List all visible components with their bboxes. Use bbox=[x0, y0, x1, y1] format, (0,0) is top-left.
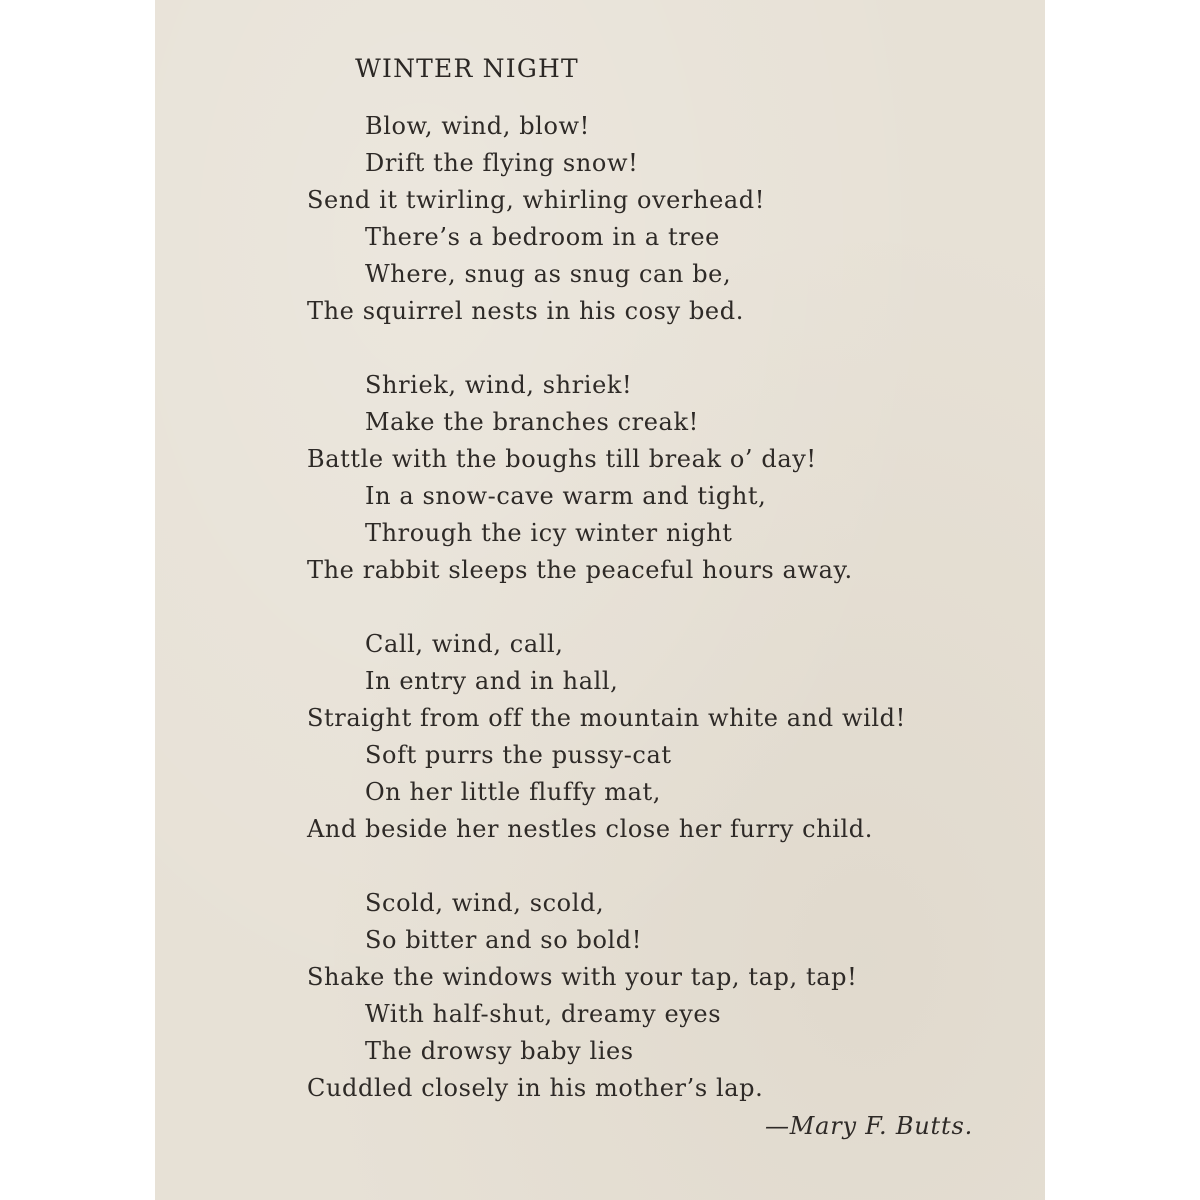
poem-line: There’s a bedroom in a tree bbox=[365, 223, 720, 251]
poem-line: In a snow-cave warm and tight, bbox=[365, 482, 767, 510]
poem-line: And beside her nestles close her furry child. bbox=[307, 815, 873, 843]
poem-line: The rabbit sleeps the peaceful hours away. bbox=[307, 556, 853, 584]
poem-line: Shake the windows with your tap, tap, tap! bbox=[307, 963, 858, 991]
poem-line: Through the icy winter night bbox=[365, 519, 733, 547]
stanza-4 bbox=[307, 885, 1007, 1107]
poem-line: Send it twirling, whirling overhead! bbox=[307, 186, 766, 214]
poem-author: —Mary F. Butts. bbox=[764, 1112, 973, 1140]
poem-line: The drowsy baby lies bbox=[365, 1037, 634, 1065]
poem-line: With half-shut, dreamy eyes bbox=[365, 1000, 722, 1028]
poem-line: In entry and in hall, bbox=[365, 667, 619, 695]
poem-line: Soft purrs the pussy-cat bbox=[365, 741, 672, 769]
poem-line: Blow, wind, blow! bbox=[365, 112, 590, 140]
poem-line: So bitter and so bold! bbox=[365, 926, 643, 954]
stanza-2 bbox=[307, 367, 1007, 589]
poem-line: Cuddled closely in his mother’s lap. bbox=[307, 1074, 764, 1102]
stanza-1 bbox=[307, 108, 1007, 330]
poem-line: Straight from off the mountain white and wild! bbox=[307, 704, 906, 732]
poem-line: The squirrel nests in his cosy bed. bbox=[307, 297, 744, 325]
stanza-3 bbox=[307, 626, 1007, 848]
poem-line: Drift the flying snow! bbox=[365, 149, 639, 177]
poem-line: Call, wind, call, bbox=[365, 630, 564, 658]
poem-line: Scold, wind, scold, bbox=[365, 889, 605, 917]
poem-line: Shriek, wind, shriek! bbox=[365, 371, 633, 399]
poem-line: Where, snug as snug can be, bbox=[365, 260, 732, 288]
poem-title: WINTER NIGHT bbox=[355, 54, 579, 83]
poem-body bbox=[307, 108, 1007, 1144]
poem-line: Make the branches creak! bbox=[365, 408, 699, 436]
poem-line: Battle with the boughs till break o’ day! bbox=[307, 445, 817, 473]
poem-line: On her little fluffy mat, bbox=[365, 778, 661, 806]
